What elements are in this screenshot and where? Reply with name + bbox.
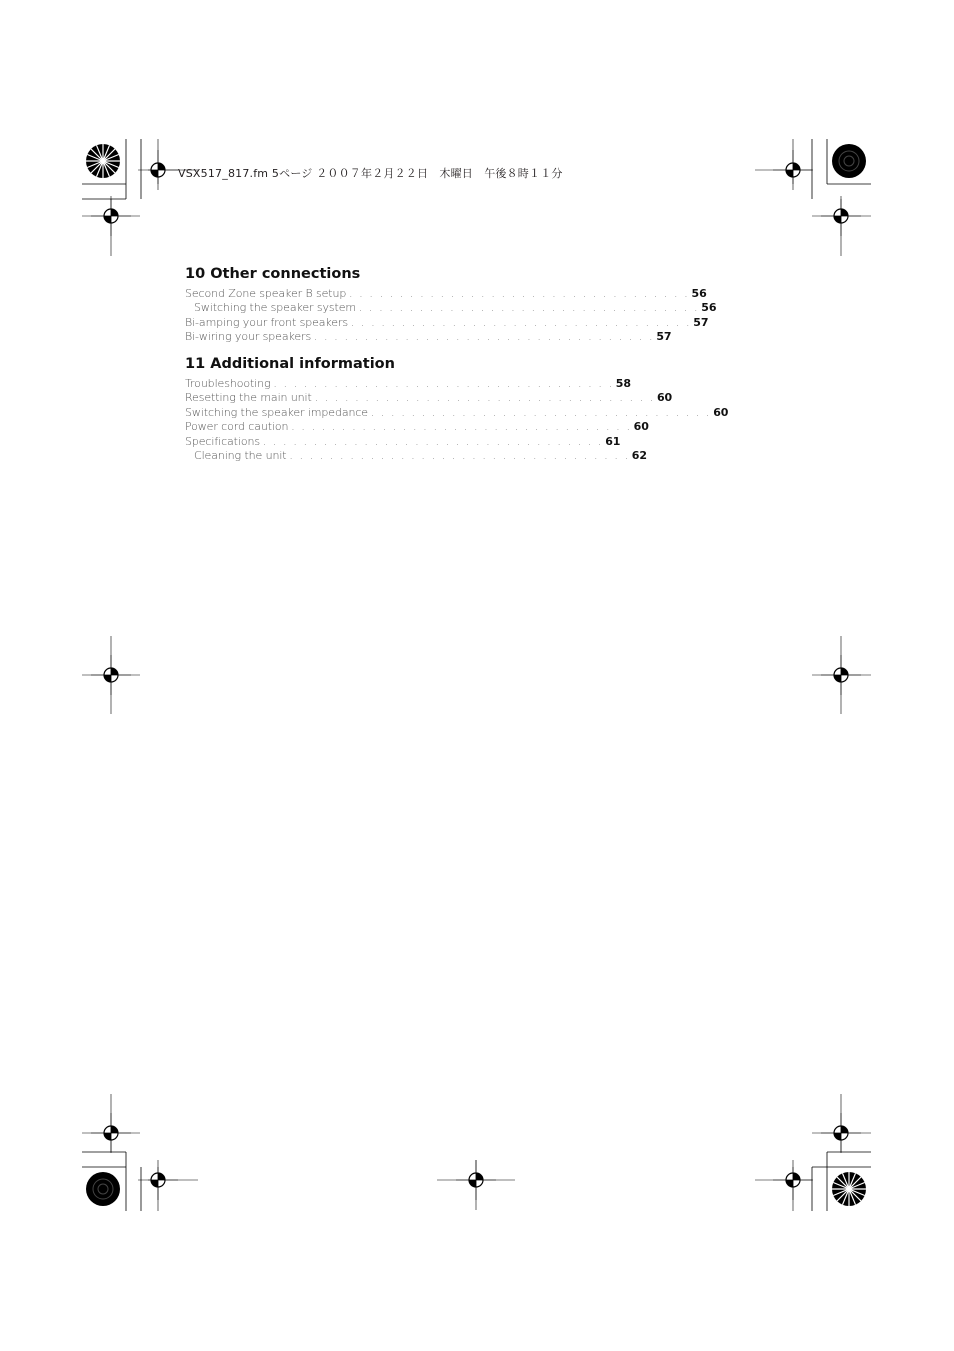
toc-entry-page-number: 62 [631, 448, 647, 462]
toc-entry-label: Switching the speaker system [194, 301, 356, 315]
toc-entry-page-number: 60 [713, 405, 729, 419]
toc-entry[interactable] [185, 448, 647, 463]
toc-entry[interactable] [185, 315, 709, 330]
starburst-top-right [832, 144, 866, 178]
toc-entry[interactable] [185, 330, 672, 344]
toc-dot-leader: . . . . . . . . . . . . . . . . . . . . . . . . . . . . . . . . . . [262, 436, 604, 448]
starburst-top-left [86, 144, 120, 178]
toc-dot-leader: . . . . . . . . . . . . . . . . . . . . . . . . . . . . . . . . . . [314, 393, 655, 405]
toc-entry-label: Second Zone speaker B setup [185, 287, 347, 300]
toc-entry[interactable] [185, 287, 707, 301]
toc-entry-page-number: 58 [615, 377, 631, 390]
toc-dot-leader: . . . . . . . . . . . . . . . . . . . . . . . . . . . . . . . . . . [359, 303, 700, 315]
print-slug-header: VSX517_817.fm 5ページ ２００７年２月２２日 木曜日 午後８時１１分 [178, 167, 563, 180]
starburst-bottom-left [86, 1172, 120, 1206]
toc-entry-page-number: 56 [691, 287, 707, 300]
toc-section-other-connections [185, 265, 717, 345]
toc-dot-leader: . . . . . . . . . . . . . . . . . . . . . . . . . . . . . . . . . . [349, 289, 690, 300]
toc-entry[interactable] [185, 420, 649, 434]
toc-entry-page-number: 57 [693, 315, 709, 329]
toc-entry-label: Troubleshooting [185, 377, 271, 390]
starburst-bottom-right [832, 1172, 866, 1206]
toc-dot-leader: . . . . . . . . . . . . . . . . . . . . . . . . . . . . . . . . . . [289, 450, 630, 462]
toc-entry[interactable] [185, 434, 621, 449]
section-title: 10 Other connections [185, 266, 361, 282]
toc-entry-label: Bi-amping your front speakers [185, 315, 349, 329]
toc-entry-page-number: 60 [633, 420, 649, 434]
toc-entry-page-number: 61 [605, 434, 621, 448]
toc-entry-label: Resetting the main unit [185, 391, 312, 405]
toc-dot-leader: . . . . . . . . . . . . . . . . . . . . . . . . . . . . . . . . . . [291, 422, 632, 434]
toc-entry-label: Power cord caution [185, 420, 289, 434]
toc-entry[interactable] [185, 377, 631, 391]
toc-entry-label: Bi-wiring your speakers [185, 330, 312, 344]
section-title: 11 Additional information [185, 356, 395, 372]
toc-entry-label: Specifications [185, 434, 260, 448]
toc-entry-label: Switching the speaker impedance [185, 405, 368, 419]
toc-entry[interactable] [185, 391, 673, 405]
toc-entry-page-number: 56 [701, 301, 717, 315]
toc-dot-leader: . . . . . . . . . . . . . . . . . . . . . . . . . . . . . . . . . . [273, 379, 614, 390]
toc-entry-label: Cleaning the unit [194, 448, 287, 462]
toc-dot-leader: . . . . . . . . . . . . . . . . . . . . . . . . . . . . . . . . . . [370, 407, 712, 419]
toc-entry-page-number: 60 [657, 391, 673, 405]
toc-section-additional-information [185, 355, 729, 463]
toc-entry[interactable] [185, 301, 717, 315]
toc-entry[interactable] [185, 405, 729, 420]
toc-entry-page-number: 57 [656, 330, 672, 344]
toc-dot-leader: . . . . . . . . . . . . . . . . . . . . . . . . . . . . . . . . . . [314, 332, 655, 344]
toc-dot-leader: . . . . . . . . . . . . . . . . . . . . . . . . . . . . . . . . . . [351, 317, 692, 329]
